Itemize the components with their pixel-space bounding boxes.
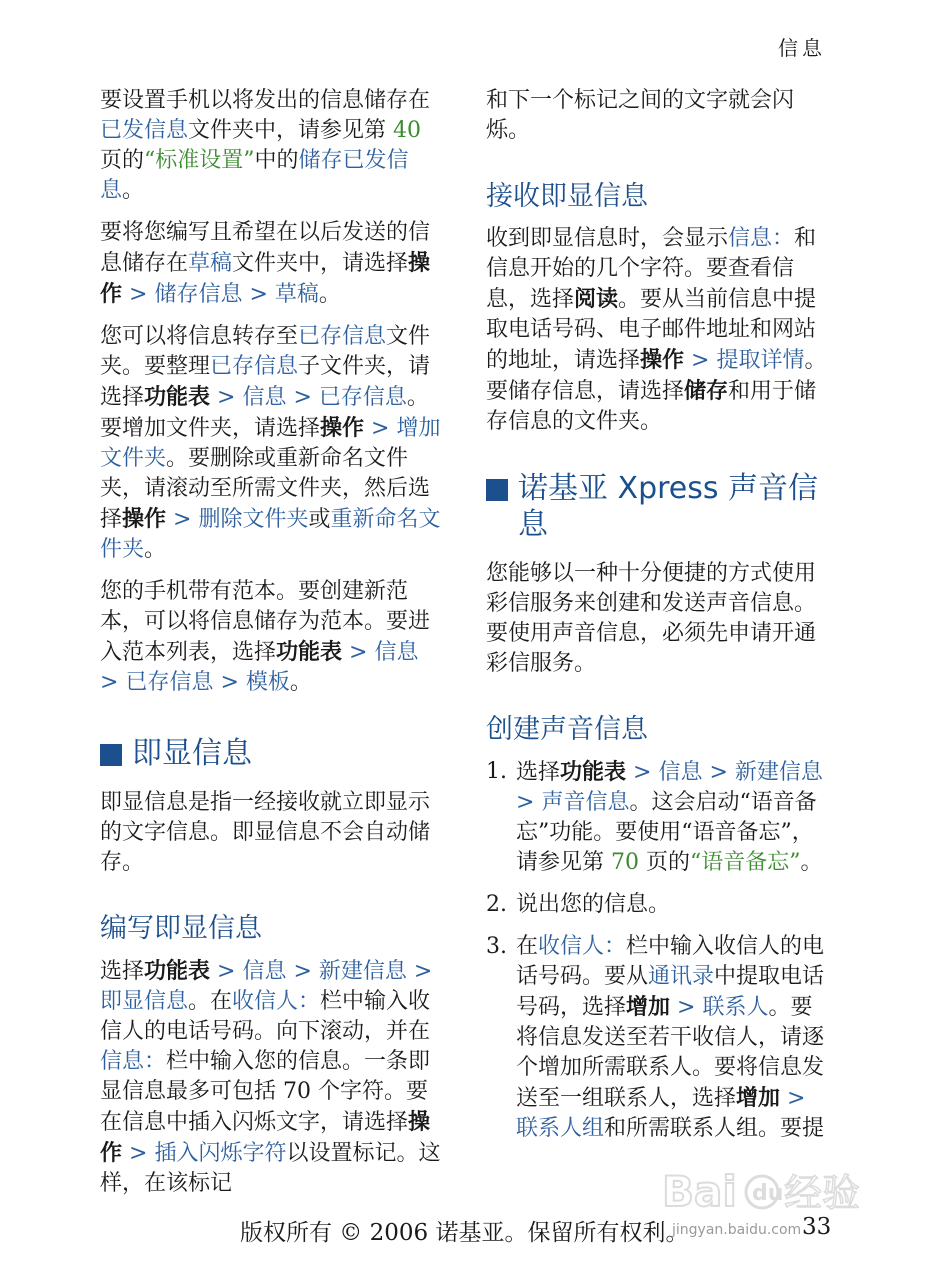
svg-text:Bai: Bai (662, 1167, 737, 1216)
footer-copyright: 版权所有 © 2006 诺基亚。保留所有权利。 (240, 1220, 689, 1246)
paragraph-write-instant: 选择功能表 > 信息 > 新建信息 > 即显信息。在收信人：栏中输入收信人的电话号码。向下滚动，并在信息：栏中输入您的信息。一条即显信息最多可包括 70 个字符。要在信息中插入闪烁文字，请选择操作 > 插入闪烁字符以设置标记。这样，在该标记 (100, 958, 441, 1196)
heading-square-icon (486, 479, 508, 501)
heading-square-icon (100, 744, 122, 766)
list-item: 1. 选择功能表 > 信息 > 新建信息 > 声音信息。这会启动“语音备忘”功能。要使用“语音备忘”，请参见第 70 页的“语音备忘”。 (486, 759, 823, 875)
svg-text:du: du (752, 1181, 784, 1206)
paragraph-drafts: 要将您编写且希望在以后发送的信息储存在草稿文件夹中，请选择操作 > 储存信息 > 草稿。 (100, 220, 431, 307)
page-number: 33 (802, 1214, 832, 1240)
right-column (486, 86, 828, 1156)
left-column (100, 86, 442, 1211)
watermark-site-text: jingyan.baidu.com (672, 1222, 802, 1238)
svg-text:经验: 经验 (784, 1171, 861, 1215)
heading-create-audio: 创建声音信息 (486, 714, 648, 745)
heading-xpress-audio: 诺基亚 Xpress 声音信息 (486, 471, 828, 543)
list-item: 3. 在收信人：栏中输入收信人的电话号码。要从通讯录中提取电话号码，选择增加 > 联系人。要将信息发送至若干收信人，请逐个增加所需联系人。要将信息发送至一组联系人，选择增加 > 联系人组和所需联系人组。要提 (486, 934, 825, 1141)
heading-write-instant: 编写即显信息 (100, 913, 262, 944)
paragraph-saved-folder: 您可以将信息转存至已存信息文件夹。要整理已存信息子文件夹，请选择功能表 > 信息 > 已存信息。要增加文件夹，请选择操作 > 增加文件夹。要删除或重新命名文件夹，请滚动至所需文件夹，然后选择操作 > 删除文件夹或重新命名文件夹。 (100, 324, 441, 562)
paragraph-flash-continue: 和下一个标记之间的文字就会闪烁。 (486, 88, 795, 143)
paragraph-instant-intro: 即显信息是指一经接收就立即显示的文字信息。即显信息不会自动储存。 (100, 790, 431, 875)
heading-receive-instant: 接收即显信息 (486, 181, 648, 212)
paragraph-sent-folder: 要设置手机以将发出的信息储存在已发信息文件夹中，请参见第 40 页的“标准设置”中的储存已发信息。 (100, 88, 431, 203)
baidu-watermark-logo (660, 1160, 875, 1222)
list-item: 2. 说出您的信息。 (486, 892, 671, 917)
paragraph-xpress-intro: 您能够以一种十分便捷的方式使用彩信服务来创建和发送声音信息。要使用声音信息，必须先申请开通彩信服务。 (486, 561, 817, 676)
section-header: 信息 (778, 36, 826, 60)
paragraph-receive-instant: 收到即显信息时，会显示信息：和信息开始的几个字符。要查看信息，选择阅读。要从当前信息中提取电话号码、电子邮件地址和网站的地址，请选择操作 > 提取详情。要储存信息，请选择储存和用于储存信息的文件夹。 (486, 226, 827, 434)
paragraph-templates: 您的手机带有范本。要创建新范本，可以将信息储存为范本。要进入范本列表，选择功能表 > 信息 > 已存信息 > 模板。 (100, 579, 431, 695)
steps-list (486, 757, 828, 1144)
heading-instant-messages: 即显信息 (100, 736, 442, 772)
